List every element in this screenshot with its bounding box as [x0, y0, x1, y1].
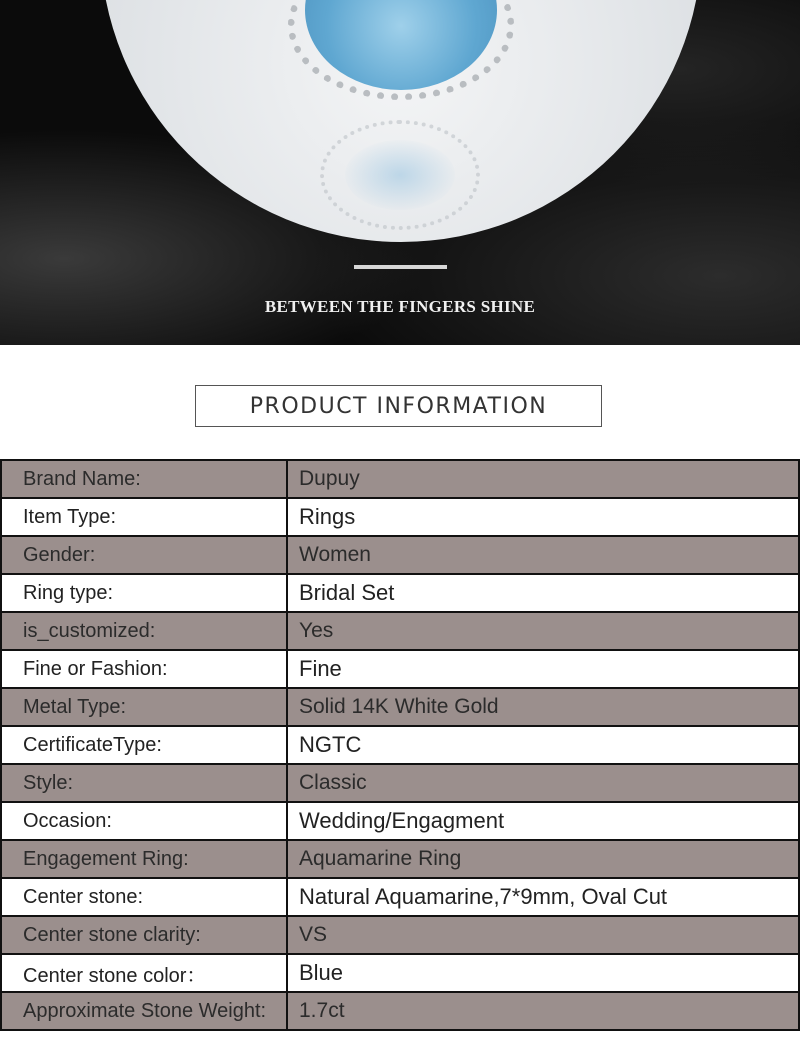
row-value: Bridal Set: [287, 574, 799, 612]
row-label: Style:: [1, 764, 287, 802]
row-label: CertificateType:: [1, 726, 287, 764]
hero-divider: [354, 265, 447, 269]
row-value: Wedding/Engagment: [287, 802, 799, 840]
table-row: [1, 536, 799, 574]
row-label: Center stone color：: [1, 954, 287, 992]
table-row: [1, 954, 799, 992]
row-value: Blue: [287, 954, 799, 992]
row-label: Approximate Stone Weight:: [1, 992, 287, 1030]
table-row: [1, 802, 799, 840]
row-value: Aquamarine Ring: [287, 840, 799, 878]
diamond-halo-image: [288, 0, 514, 100]
row-label: Brand Name:: [1, 460, 287, 498]
row-label: Fine or Fashion:: [1, 650, 287, 688]
row-label: Occasion:: [1, 802, 287, 840]
row-value: Natural Aquamarine,7*9mm, Oval Cut: [287, 878, 799, 916]
row-label: Metal Type:: [1, 688, 287, 726]
hero-banner: [0, 0, 800, 345]
ring-photo: [100, 0, 702, 242]
row-value: NGTC: [287, 726, 799, 764]
row-value: VS: [287, 916, 799, 954]
row-value: Solid 14K White Gold: [287, 688, 799, 726]
row-value: Dupuy: [287, 460, 799, 498]
table-row: [1, 916, 799, 954]
row-value: Rings: [287, 498, 799, 536]
table-row: [1, 460, 799, 498]
table-row: [1, 726, 799, 764]
table-row: [1, 574, 799, 612]
table-row: [1, 878, 799, 916]
row-value: 1.7ct: [287, 992, 799, 1030]
row-value: Women: [287, 536, 799, 574]
row-label: Ring type:: [1, 574, 287, 612]
row-label: is_customized:: [1, 612, 287, 650]
table-row: [1, 650, 799, 688]
row-value: Fine: [287, 650, 799, 688]
row-label: Gender:: [1, 536, 287, 574]
row-label: Engagement Ring:: [1, 840, 287, 878]
row-label: Item Type:: [1, 498, 287, 536]
halo-reflection-image: [320, 120, 480, 230]
row-label: Center stone clarity:: [1, 916, 287, 954]
hero-tagline: BETWEEN THE FINGERS SHINE: [264, 297, 536, 316]
section-title: PRODUCT INFORMATION: [195, 385, 602, 427]
table-row: [1, 688, 799, 726]
row-label: Center stone:: [1, 878, 287, 916]
table-row: [1, 992, 799, 1030]
table-row: [1, 764, 799, 802]
table-row: [1, 840, 799, 878]
row-value: Yes: [287, 612, 799, 650]
product-info-table: [0, 459, 800, 1031]
row-value: Classic: [287, 764, 799, 802]
table-row: [1, 612, 799, 650]
table-row: [1, 498, 799, 536]
